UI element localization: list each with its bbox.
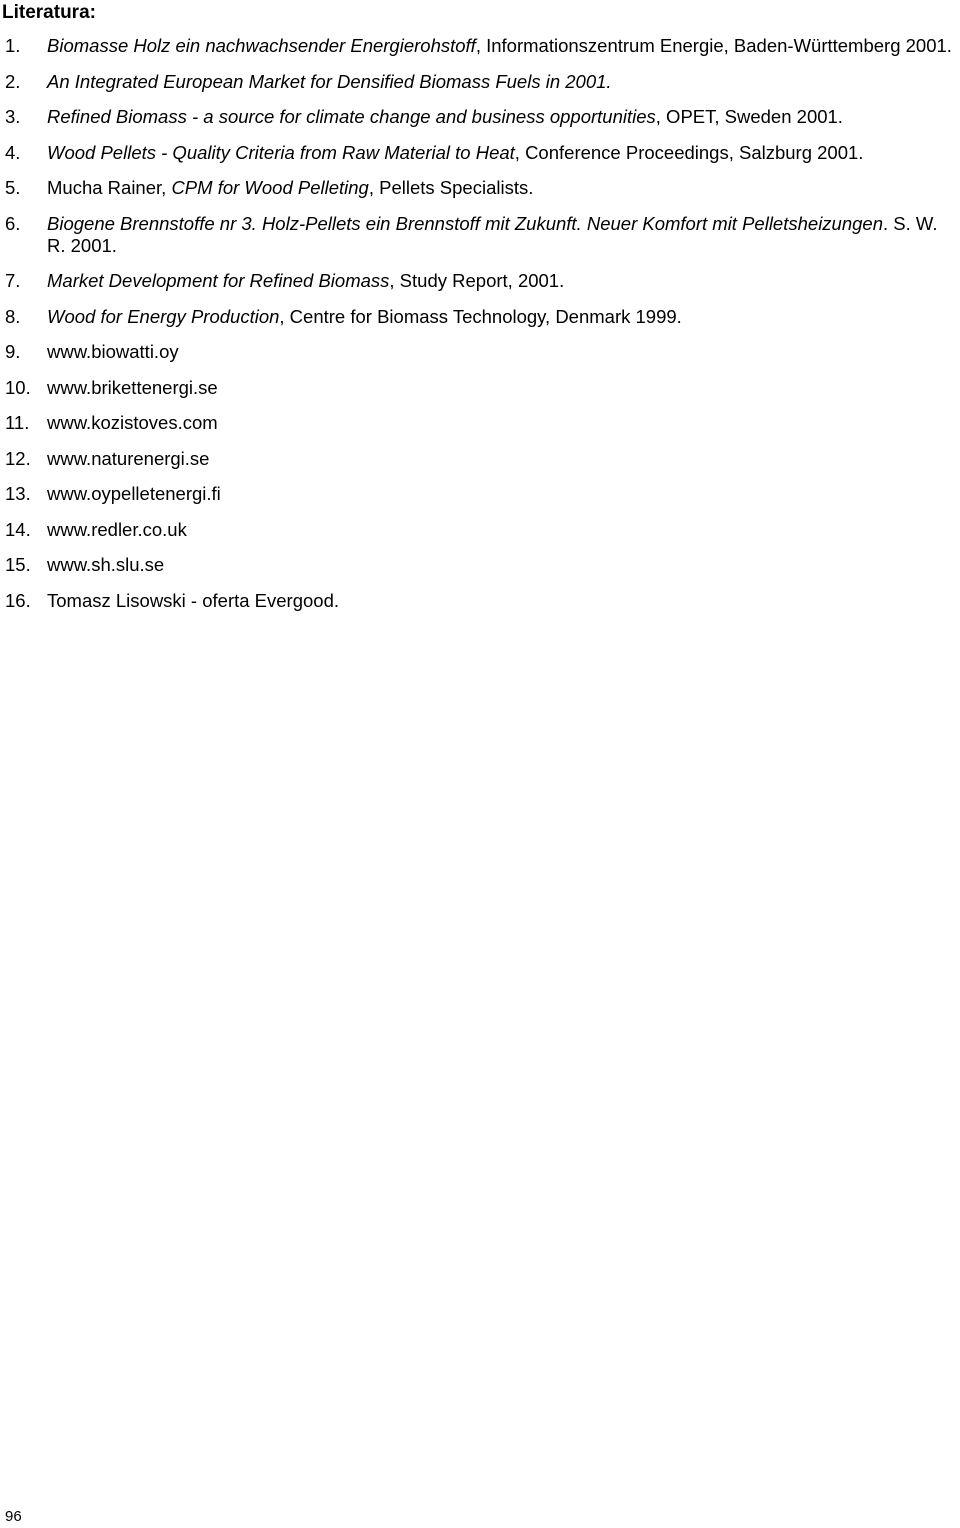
reference-author: Mucha Rainer, xyxy=(47,177,172,198)
reference-url: www.biowatti.oy xyxy=(47,341,179,362)
reference-item-7 xyxy=(0,270,955,292)
reference-details: , Pellets Specialists. xyxy=(368,177,534,198)
reference-number: 1. xyxy=(5,35,21,56)
reference-title: Wood Pellets - Quality Criteria from Raw Material to Heat xyxy=(47,141,515,163)
reference-number: 8. xyxy=(5,305,21,327)
reference-number: 6. xyxy=(5,212,21,234)
reference-title: CPM for Wood Pelleting xyxy=(171,177,369,198)
page-number: 96 xyxy=(5,1508,22,1525)
reference-title: Refined Biomass - a source for climate change and business opportunities xyxy=(47,106,656,127)
reference-number: 14. xyxy=(5,518,31,540)
reference-details: , OPET, Sweden 2001. xyxy=(655,106,843,127)
reference-number: 15. xyxy=(5,554,31,575)
reference-number: 11. xyxy=(5,412,30,433)
reference-item-4 xyxy=(0,142,955,164)
reference-item-16 xyxy=(0,590,955,612)
reference-text xyxy=(47,213,955,257)
reference-url: www.oypelletenergi.fi xyxy=(47,483,221,504)
reference-number: 3. xyxy=(5,106,21,127)
reference-item-2 xyxy=(0,71,955,93)
reference-text xyxy=(47,177,955,199)
reference-text xyxy=(47,142,955,164)
reference-text xyxy=(47,270,955,292)
reference-url: www.naturenergi.se xyxy=(47,447,210,469)
reference-number: 5. xyxy=(5,177,21,198)
reference-item-14 xyxy=(0,519,955,541)
reference-details: , Study Report, 2001. xyxy=(389,270,565,291)
reference-list xyxy=(0,35,955,625)
reference-text: Tomasz Lisowski - oferta Evergood. xyxy=(47,589,340,611)
reference-item-6 xyxy=(0,213,955,257)
reference-details: , Centre for Biomass Technology, Denmark 1999. xyxy=(279,305,682,327)
reference-number: 9. xyxy=(5,341,21,362)
reference-details: , Informationszentrum Energie, Baden-Württemberg 2001. xyxy=(475,35,952,56)
reference-item-12 xyxy=(0,448,955,470)
reference-item-11 xyxy=(0,412,955,434)
reference-item-1 xyxy=(0,35,955,57)
reference-number: 12. xyxy=(5,447,31,469)
reference-text xyxy=(47,306,955,328)
reference-url: www.kozistoves.com xyxy=(47,412,218,433)
reference-item-5 xyxy=(0,177,955,199)
reference-text xyxy=(47,106,955,128)
reference-url: www.sh.slu.se xyxy=(47,554,165,575)
reference-item-3 xyxy=(0,106,955,128)
references-heading: Literatura: xyxy=(2,2,96,23)
reference-details: , Conference Proceedings, Salzburg 2001. xyxy=(514,141,864,163)
reference-url: www.redler.co.uk xyxy=(47,518,187,540)
reference-title: An Integrated European Market for Densified Biomass Fuels in 2001. xyxy=(47,70,612,92)
reference-number: 2. xyxy=(5,70,21,92)
reference-url: www.brikettenergi.se xyxy=(47,376,218,398)
reference-number: 7. xyxy=(5,270,21,291)
reference-title: Market Development for Refined Biomass xyxy=(47,270,390,291)
reference-item-10 xyxy=(0,377,955,399)
reference-item-15 xyxy=(0,554,955,576)
reference-text xyxy=(47,35,955,57)
reference-item-8 xyxy=(0,306,955,328)
reference-item-13 xyxy=(0,483,955,505)
reference-item-9 xyxy=(0,341,955,363)
reference-number: 10. xyxy=(5,376,31,398)
reference-title: Wood for Energy Production xyxy=(47,305,280,327)
reference-number: 16. xyxy=(5,589,31,611)
reference-number: 13. xyxy=(5,483,31,504)
reference-details: . S. W. R. 2001. xyxy=(47,212,938,256)
reference-number: 4. xyxy=(5,141,21,163)
reference-title: Biomasse Holz ein nachwachsender Energierohstoff xyxy=(47,35,476,56)
reference-text xyxy=(47,71,955,93)
reference-title: Biogene Brennstoffe nr 3. Holz-Pellets ein Brennstoff mit Zukunft. Neuer Komfort mit Pelletsheizungen xyxy=(47,212,883,234)
